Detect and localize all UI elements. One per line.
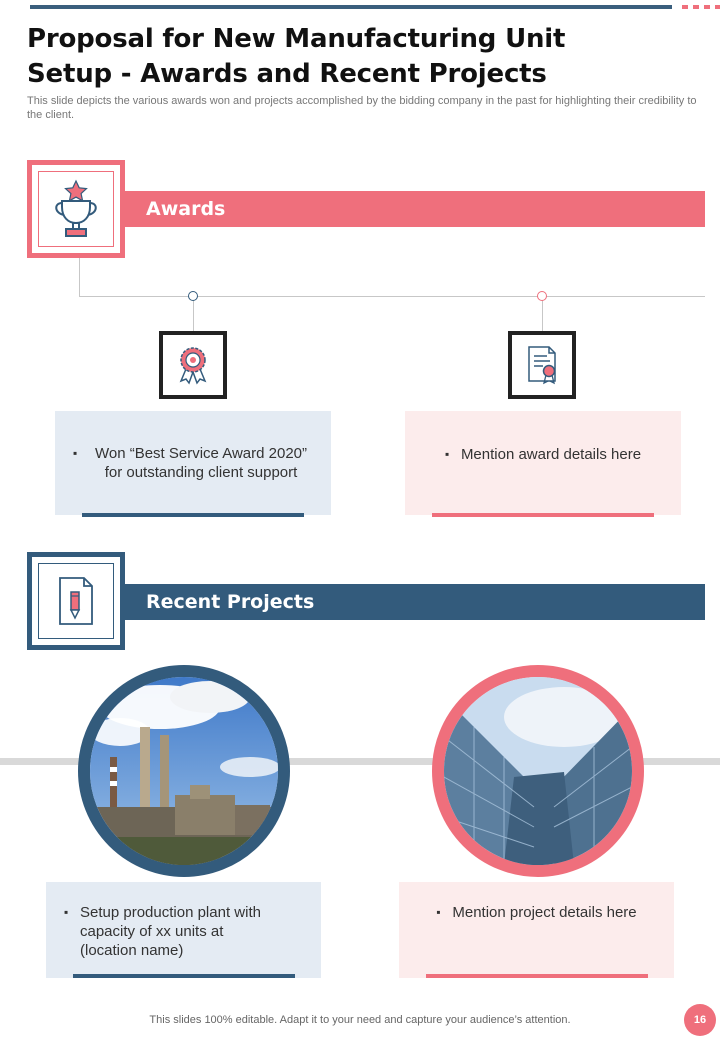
award-item-1-icon-frame bbox=[159, 331, 227, 399]
awards-connector-left bbox=[193, 296, 194, 332]
awards-node-left bbox=[188, 291, 198, 301]
award-card-2-text: ▪ Mention award details here bbox=[445, 445, 641, 464]
projects-icon-inner bbox=[38, 563, 114, 639]
award-card-1 bbox=[55, 411, 331, 515]
glass-buildings-photo bbox=[432, 665, 644, 877]
award-card-2-bar bbox=[432, 513, 654, 517]
page-number-badge bbox=[684, 1004, 716, 1036]
project-card-2 bbox=[399, 882, 674, 978]
certificate-icon bbox=[525, 345, 559, 385]
awards-icon-inner bbox=[38, 171, 114, 247]
award-card-1-bar bbox=[82, 513, 304, 517]
page-title bbox=[27, 22, 587, 92]
page-number: 16 bbox=[693, 1014, 707, 1026]
footer-note: This slides 100% editable. Adapt it to your need and capture your audience’s attention. bbox=[149, 1014, 571, 1026]
project-card-1 bbox=[46, 882, 321, 978]
projects-band bbox=[122, 584, 705, 620]
award-badge-icon bbox=[176, 345, 210, 385]
awards-icon-frame bbox=[27, 160, 125, 258]
award-card-1-text: ▪ Won “Best Service Award 2020” for outstanding client support bbox=[73, 444, 313, 482]
top-dots bbox=[682, 5, 720, 9]
awards-connector-horizontal bbox=[79, 296, 705, 297]
project-card-2-text: ▪ Mention project details here bbox=[436, 903, 636, 922]
factory-chimneys-photo bbox=[78, 665, 290, 877]
page-title-line-2: Setup - Awards and Recent Projects bbox=[27, 59, 547, 89]
project-card-2-bar bbox=[426, 974, 648, 978]
awards-heading: Awards bbox=[146, 198, 226, 220]
document-pencil-icon bbox=[56, 576, 96, 626]
projects-heading: Recent Projects bbox=[146, 591, 315, 613]
projects-icon-frame bbox=[27, 552, 125, 650]
awards-band bbox=[122, 191, 705, 227]
page-title-line-1: Proposal for New Manufacturing Unit bbox=[27, 24, 566, 54]
awards-connector-vertical bbox=[79, 258, 80, 296]
awards-node-right bbox=[537, 291, 547, 301]
project-card-1-text: ▪ Setup production plant with capacity of xx units at (location name) bbox=[64, 903, 274, 960]
award-card-2 bbox=[405, 411, 681, 515]
trophy-icon bbox=[48, 179, 104, 239]
page-subtitle: This slide depicts the various awards won and projects accomplished by the bidding company in the past for highlighting their credibility to the client. bbox=[27, 95, 697, 121]
top-rule bbox=[30, 5, 672, 9]
award-item-2-icon-frame bbox=[508, 331, 576, 399]
project-card-1-bar bbox=[73, 974, 295, 978]
awards-connector-right bbox=[542, 296, 543, 332]
